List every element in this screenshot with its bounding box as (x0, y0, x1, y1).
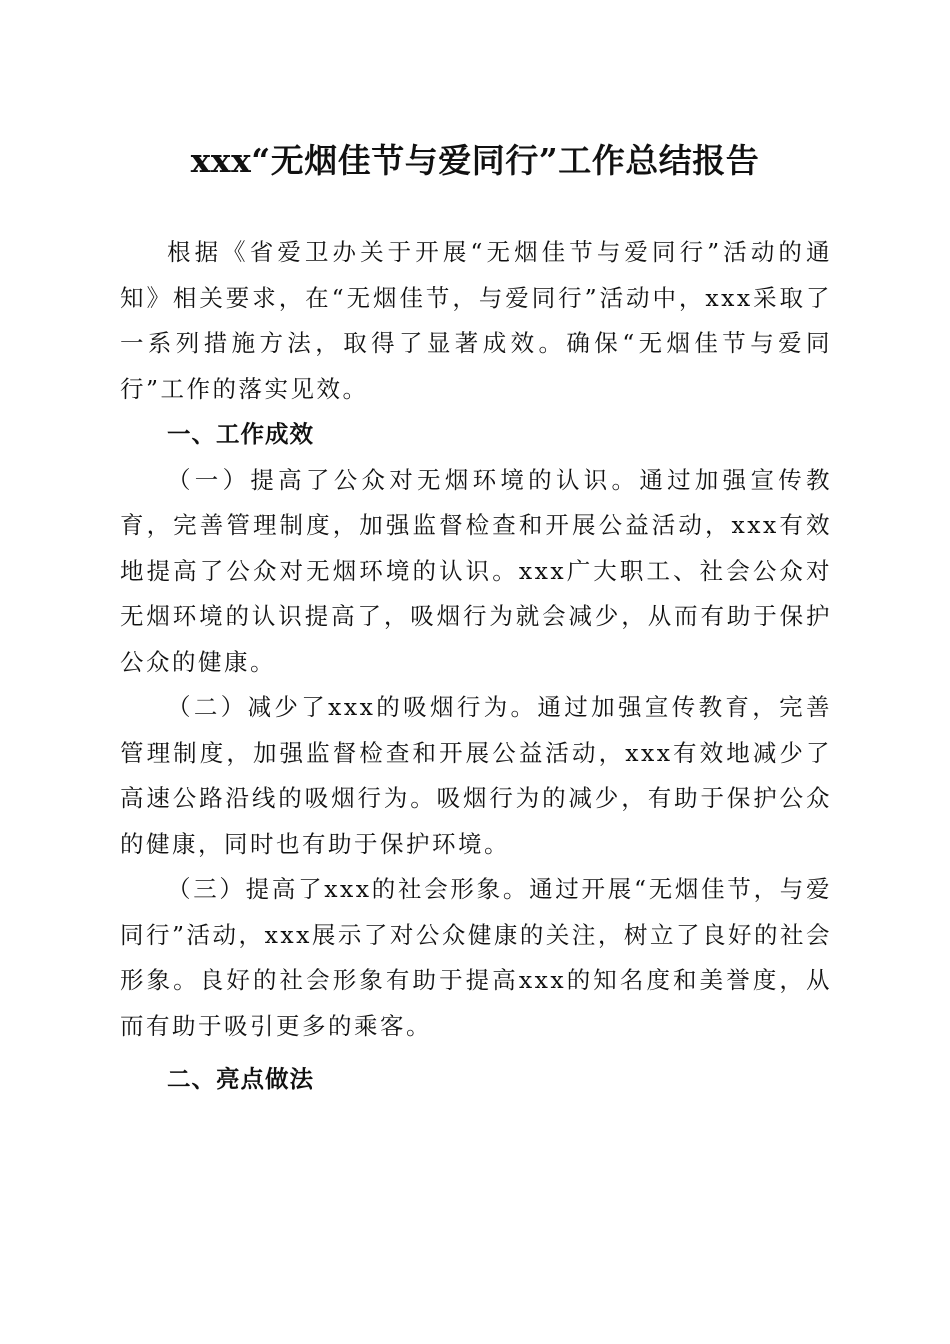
section-heading-highlights: 二、亮点做法 (167, 1065, 314, 1093)
intro-paragraph: 根据《省爱卫办关于开展“无烟佳节与爱同行”活动的通知》相关要求，在“无烟佳节，与爱同行”活动中，xxx采取了一系列措施方法，取得了显著成效。确保“无烟佳节与爱同行”工作的落实见效。 (120, 238, 832, 403)
result-item-3 (120, 867, 832, 1049)
result-item-2-lead: （二）减少了xxx的吸烟行为。 (167, 693, 538, 721)
result-item-3-lead: （三）提高了xxx的社会形象。 (167, 875, 530, 903)
result-item-2-text: 通过加强宣传教育，完善管理制度，加强监督检查和开展公益活动，xxx有效地减少了高速公路沿线的吸烟行为。吸烟行为的减少，有助于保护公众的健康，同时也有助于保护环境。 (120, 693, 833, 858)
result-item-1-lead: （一）提高了公众对无烟环境的认识。 (167, 465, 640, 494)
result-item-1-text: 通过加强宣传教育，完善管理制度，加强监督检查和开展公益活动，xxx有效地提高了公众对无烟环境的认识。xxx广大职工、社会公众对无烟环境的认识提高了，吸烟行为就会减少，从而有助于保护公众的健康。 (120, 465, 833, 676)
result-item-3-text: 通过开展“无烟佳节，与爱同行”活动，xxx展示了对公众健康的关注，树立了良好的社会形象。良好的社会形象有助于提高xxx的知名度和美誉度，从而有助于吸引更多的乘客。 (120, 875, 832, 1040)
document-title: xxx“无烟佳节与爱同行”工作总结报告 (190, 141, 760, 180)
result-item-1 (120, 458, 832, 686)
section-heading-results: 一、工作成效 (167, 420, 314, 448)
result-item-2 (120, 685, 832, 867)
document-body (120, 230, 832, 1103)
